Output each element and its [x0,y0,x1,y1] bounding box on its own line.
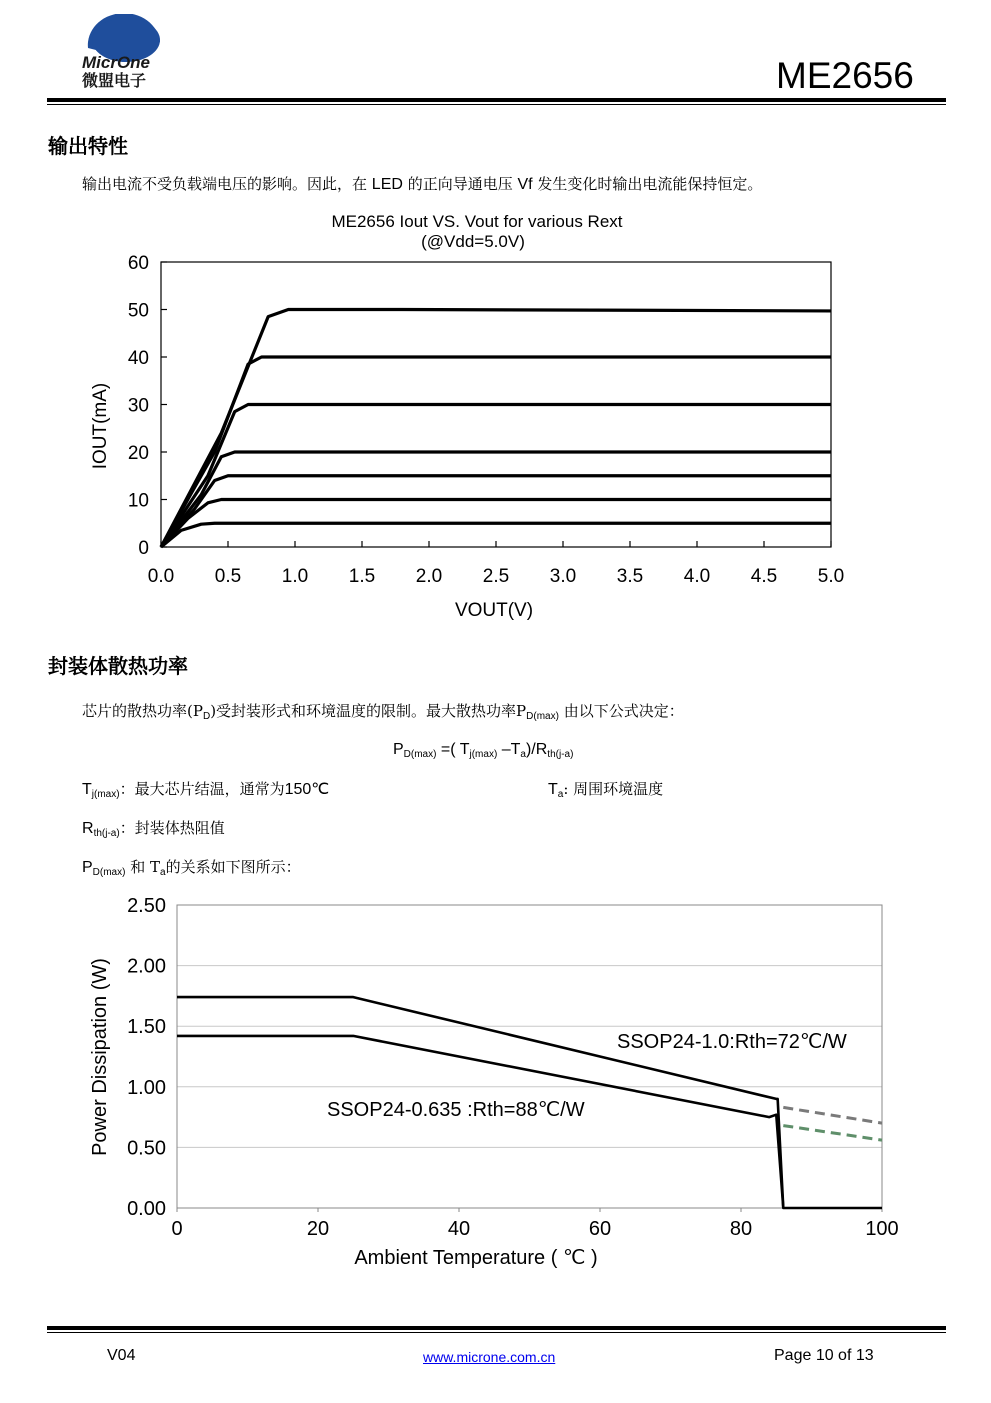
chart1-xtick-label: 4.5 [750,566,778,587]
footer-rule-thin [47,1332,946,1333]
chart2-series-line [177,1036,783,1208]
rel-desc: 的关系如下图所示： [165,858,301,876]
chart2-xtick-label: 0 [171,1218,183,1240]
rth-symbol: R [82,820,94,837]
header-rule-thick [47,98,946,102]
chart2-xtick-label: 20 [306,1218,330,1240]
intro-sub-dmax: D(max) [526,711,559,722]
output-text-led: LED [371,176,403,193]
part-number: ME2656 [776,55,914,96]
chart1-title: ME2656 Iout VS. Vout for various Rext [331,212,623,231]
footer-version: V04 [107,1347,136,1364]
chart2-ylabel: Power Dissipation (W) [89,958,111,1156]
ta-definition [548,778,663,801]
dissipation-intro [82,700,684,722]
chart1-xlabel: VOUT(V) [454,600,534,621]
chart1-xtick-label: 5.0 [817,566,845,587]
chart1-subtitle: (@Vdd=5.0V) [421,232,525,251]
formula-sub-dmax: D(max) [403,749,437,760]
rel-sub-dmax: D(max) [92,867,126,878]
chart1-ytick-label: 50 [127,300,149,322]
output-text-vf: Vf [517,176,533,193]
formula-minus: –T [497,741,521,758]
chart2-xtick-label: 40 [447,1218,471,1240]
chart1-xtick-label: 1.0 [281,566,309,587]
chart2-xtick-label: 100 [865,1218,899,1240]
chart1-xtick-label: 2.0 [415,566,443,587]
header-rule-thin [47,104,946,105]
power-dissipation-chart [0,890,991,1280]
footer-rule-thick [47,1326,946,1330]
chart1-ytick-label: 40 [127,348,149,369]
rth-sub: th(j-a) [93,828,120,839]
chart1-xtick-label: 4.0 [683,566,711,587]
rel-sub-a: a [160,867,166,878]
formula-sub-thja: th(j-a) [547,749,574,760]
rel-p: P [82,859,93,876]
chart1-ytick-label: 20 [127,443,149,464]
microne-logo [78,14,168,90]
dissipation-formula [393,739,573,761]
formula-sub-jmax: j(max) [469,749,498,760]
tj-value: 150℃ [284,781,330,798]
chart1-ytick-label: 60 [127,253,149,274]
logo-brand: MicrOne [82,53,151,72]
chart2-ytick-label: 0.50 [127,1137,166,1160]
chart2-plot-frame [177,905,882,1208]
chart1-ytick-label: 30 [127,395,149,417]
chart1-ytick-label: 10 [127,490,149,512]
chart1-xtick-label: 0.5 [214,566,242,587]
intro-text-a: 芯片的散热功率(P [82,702,203,720]
chart2-series-dashed [783,1107,882,1123]
formula-sub-a: a [520,749,526,760]
formula-mid: =( T [436,741,470,758]
chart1-series-line [161,310,831,548]
chart2-ytick-label: 1.00 [127,1076,166,1099]
output-text-2: 的正向导通电压 [407,175,513,193]
rel-and: 和 T [125,858,160,876]
output-text-1: 输出电流不受负载端电压的影响。因此，在 [82,175,368,193]
ta-sub: a [557,789,564,800]
output-paragraph [82,173,762,196]
chart2-ytick-label: 2.00 [127,955,166,978]
chart2-ytick-label: 2.50 [127,895,166,917]
chart2-xtick-label: 60 [588,1218,612,1240]
chart2-label-series2: SSOP24-0.635 :Rth=88℃/W [327,1099,585,1121]
chart2-series-dashed [783,1126,882,1141]
chart1-xtick-label: 3.5 [616,566,644,587]
chart1-xtick-label: 1.5 [348,566,376,587]
tj-sub: j(max) [91,789,120,800]
section-title-dissipation: 封装体散热功率 [48,654,188,678]
tj-definition [82,778,329,801]
intro-sub-d: D [202,711,211,722]
rth-desc: ：封装体热阻值 [119,819,225,837]
chart1-ylabel: IOUT(mA) [90,382,111,470]
ta-desc: : 周围环境温度 [563,780,664,798]
chart2-label-series1: SSOP24-1.0:Rth=72℃/W [617,1031,847,1053]
tj-desc: ：最大芯片结温，通常为 [119,780,285,798]
section-title-output: 输出特性 [48,134,128,158]
tj-symbol: T [82,781,92,798]
chart1-xtick-label: 2.5 [482,566,510,587]
chart1-ytick-label: 0 [138,538,149,559]
iout-vout-chart [0,200,991,630]
rth-definition [82,817,225,840]
output-text-3: 发生变化时输出电流能保持恒定。 [537,175,763,193]
chart2-ytick-label: 0.00 [127,1198,166,1220]
chart2-xlabel: Ambient Temperature ( ℃ ) [354,1247,598,1269]
ta-symbol: T [548,781,558,798]
intro-text-c: 由以下公式决定： [558,702,684,720]
chart2-xtick-label: 80 [729,1218,753,1240]
chart1-xtick-label: 3.0 [549,566,577,587]
formula-p: P [393,741,404,758]
chart1-xtick-label: 0.0 [147,566,175,587]
formula-div: )/R [525,741,548,758]
logo-subtitle: 微盟电子 [82,71,147,90]
footer-page-number: Page 10 of 13 [774,1347,874,1364]
chart1-series-line [161,476,831,547]
intro-text-b: )受封装形式和环境温度的限制。最大散热功率P [210,702,527,720]
footer-website-link[interactable]: www.microne.com.cn [423,1349,556,1365]
relation-sentence [82,856,301,879]
chart2-ytick-label: 1.50 [127,1016,166,1039]
